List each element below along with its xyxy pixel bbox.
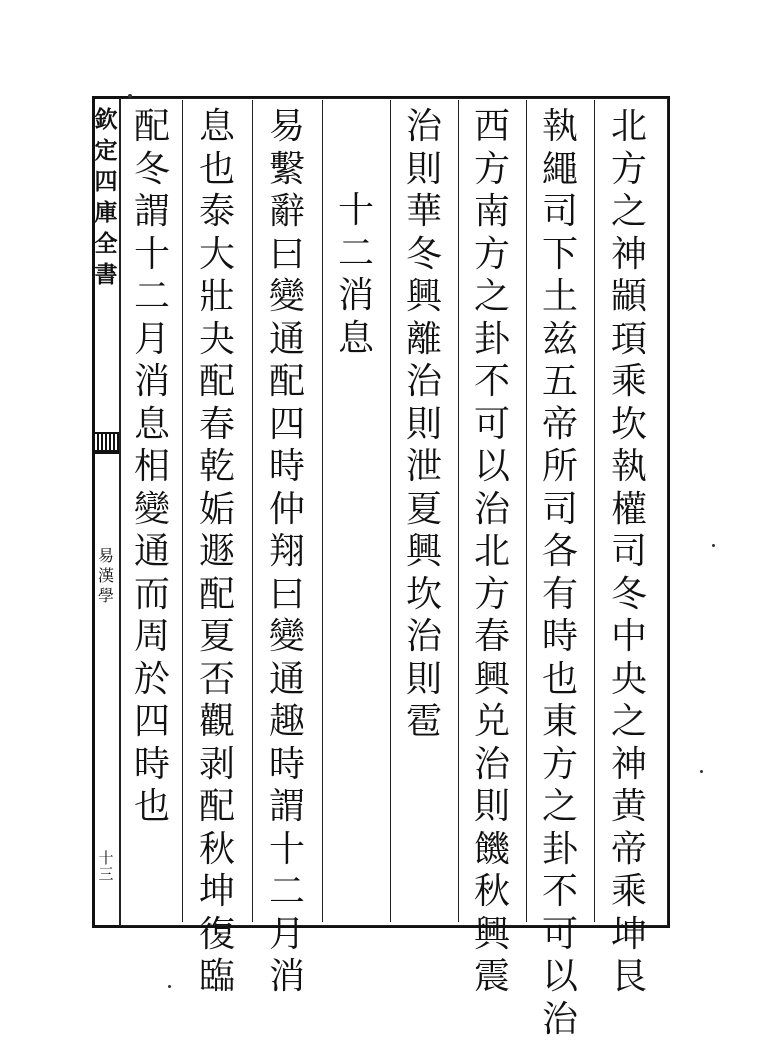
character: 四 (134, 701, 170, 744)
character: 消 (338, 275, 374, 318)
character: 之 (474, 276, 510, 319)
character: 方 (474, 234, 510, 277)
character: 有 (542, 574, 578, 617)
character: 三 (98, 866, 113, 882)
character: 則 (474, 786, 510, 829)
column-rule (594, 100, 595, 922)
character: 乘 (611, 361, 647, 404)
character: 南 (474, 191, 510, 234)
character: 謂 (134, 191, 170, 234)
page-margin-column (93, 98, 120, 926)
character: 之 (611, 191, 647, 234)
character: 神 (611, 744, 647, 787)
character: 治 (406, 106, 442, 149)
character: 不 (474, 361, 510, 404)
text-column-7 (192, 106, 242, 918)
text-column-3 (467, 106, 517, 918)
character: 方 (474, 574, 510, 617)
character: 執 (542, 106, 578, 149)
character: 月 (269, 914, 305, 957)
character: 學 (98, 586, 114, 606)
character: 定 (95, 135, 118, 166)
character: 消 (134, 361, 170, 404)
character: 離 (406, 319, 442, 362)
character: 可 (474, 404, 510, 447)
section-title (93, 546, 119, 606)
character: 泄 (406, 446, 442, 489)
character: 興 (474, 914, 510, 957)
character: 坎 (611, 404, 647, 447)
character: 時 (269, 446, 305, 489)
character: 卦 (542, 829, 578, 872)
character: 二 (134, 276, 170, 319)
character: 不 (542, 871, 578, 914)
character: 繫 (269, 149, 305, 192)
column-rule (252, 100, 253, 922)
character: 大 (199, 234, 235, 277)
character: 頊 (611, 319, 647, 362)
character: 治 (406, 361, 442, 404)
character: 則 (406, 404, 442, 447)
character: 觀 (199, 701, 235, 744)
character: 息 (199, 106, 235, 149)
character: 下 (542, 234, 578, 277)
column-rule (526, 100, 527, 922)
character: 司 (542, 191, 578, 234)
character: 相 (134, 446, 170, 489)
character: 消 (269, 956, 305, 999)
character: 臨 (199, 956, 235, 999)
character: 之 (542, 786, 578, 829)
character: 也 (199, 149, 235, 192)
scan-speck (700, 770, 703, 773)
character: 夏 (199, 616, 235, 659)
character: 曰 (269, 234, 305, 277)
character: 冬 (406, 234, 442, 277)
character: 乘 (611, 871, 647, 914)
character: 卦 (474, 319, 510, 362)
character: 周 (134, 616, 170, 659)
character: 十 (338, 190, 374, 233)
character: 泰 (199, 191, 235, 234)
text-column-1 (604, 106, 654, 918)
character: 興 (406, 276, 442, 319)
character: 以 (542, 956, 578, 999)
character: 變 (134, 489, 170, 532)
character: 變 (269, 616, 305, 659)
character: 通 (269, 659, 305, 702)
character: 土 (542, 276, 578, 319)
character: 治 (474, 744, 510, 787)
character: 艮 (611, 956, 647, 999)
character: 方 (542, 744, 578, 787)
character: 也 (542, 659, 578, 702)
character: 西 (474, 106, 510, 149)
character: 十 (269, 829, 305, 872)
character: 則 (406, 149, 442, 192)
character: 則 (406, 659, 442, 702)
character: 所 (542, 446, 578, 489)
character: 否 (199, 659, 235, 702)
character: 乾 (199, 446, 235, 489)
character: 坤 (199, 871, 235, 914)
character: 變 (269, 276, 305, 319)
character: 十 (134, 234, 170, 277)
character: 雹 (406, 701, 442, 744)
character: 兹 (542, 319, 578, 362)
character: 配 (199, 786, 235, 829)
character: 興 (406, 531, 442, 574)
character: 坤 (611, 914, 647, 957)
character: 復 (199, 914, 235, 957)
character: 配 (269, 361, 305, 404)
column-rule (182, 100, 183, 922)
text-column-6 (262, 106, 312, 918)
character: 北 (611, 106, 647, 149)
character: 執 (611, 446, 647, 489)
character: 春 (199, 404, 235, 447)
character: 通 (134, 531, 170, 574)
character: 配 (134, 106, 170, 149)
character: 冬 (611, 574, 647, 617)
character: 興 (474, 659, 510, 702)
character: 治 (542, 999, 578, 1041)
character: 夏 (406, 489, 442, 532)
character: 五 (542, 361, 578, 404)
page-number (93, 850, 119, 882)
character: 易 (269, 106, 305, 149)
scan-speck (712, 544, 715, 547)
character: 二 (338, 233, 374, 276)
character: 方 (474, 149, 510, 192)
character: 配 (199, 361, 235, 404)
character: 時 (269, 744, 305, 787)
character: 通 (269, 319, 305, 362)
character: 央 (611, 659, 647, 702)
character: 曰 (269, 574, 305, 617)
character: 仲 (269, 489, 305, 532)
character: 而 (134, 574, 170, 617)
character: 冬 (134, 149, 170, 192)
character: 息 (338, 318, 374, 361)
character: 坎 (406, 574, 442, 617)
character: 欽 (95, 104, 118, 135)
character: 二 (269, 871, 305, 914)
character: 翔 (269, 531, 305, 574)
scan-speck (128, 94, 132, 98)
character: 遯 (199, 531, 235, 574)
character: 十 (98, 850, 113, 866)
character: 辭 (269, 191, 305, 234)
fish-tail-ornament (93, 432, 119, 454)
character: 治 (474, 489, 510, 532)
character: 東 (542, 701, 578, 744)
character: 漢 (98, 566, 114, 586)
character: 神 (611, 234, 647, 277)
character: 震 (474, 956, 510, 999)
character: 之 (611, 701, 647, 744)
column-rule (322, 100, 323, 922)
section-heading (331, 106, 381, 918)
character: 華 (406, 191, 442, 234)
text-column-8 (127, 106, 177, 918)
character: 月 (134, 319, 170, 362)
character: 於 (134, 659, 170, 702)
character: 壯 (199, 276, 235, 319)
text-column-2 (535, 106, 585, 918)
book-title (93, 104, 119, 290)
character: 治 (406, 616, 442, 659)
character: 北 (474, 531, 510, 574)
character: 全 (95, 228, 118, 259)
character: 四 (269, 404, 305, 447)
character: 趣 (269, 701, 305, 744)
character: 饑 (474, 829, 510, 872)
character: 各 (542, 531, 578, 574)
character: 也 (134, 786, 170, 829)
character: 配 (199, 574, 235, 617)
character: 謂 (269, 786, 305, 829)
character: 中 (611, 616, 647, 659)
character: 春 (474, 616, 510, 659)
character: 以 (474, 446, 510, 489)
character: 帝 (611, 829, 647, 872)
text-column-4 (399, 106, 449, 918)
character: 易 (98, 546, 114, 566)
character: 方 (611, 149, 647, 192)
character: 兑 (474, 701, 510, 744)
character: 權 (611, 489, 647, 532)
character: 帝 (542, 404, 578, 447)
character: 黄 (611, 786, 647, 829)
scan-speck (168, 985, 171, 988)
character: 息 (134, 404, 170, 447)
character: 書 (95, 259, 118, 290)
character: 司 (542, 489, 578, 532)
character: 可 (542, 914, 578, 957)
character: 時 (134, 744, 170, 787)
character: 司 (611, 531, 647, 574)
character: 秋 (199, 829, 235, 872)
character: 秋 (474, 871, 510, 914)
character: 繩 (542, 149, 578, 192)
character: 顓 (611, 276, 647, 319)
column-rule (458, 100, 459, 922)
character: 剥 (199, 744, 235, 787)
character: 庫 (95, 197, 118, 228)
character: 夬 (199, 319, 235, 362)
character: 四 (95, 166, 118, 197)
character: 姤 (199, 489, 235, 532)
character: 時 (542, 616, 578, 659)
column-rule (390, 100, 391, 922)
